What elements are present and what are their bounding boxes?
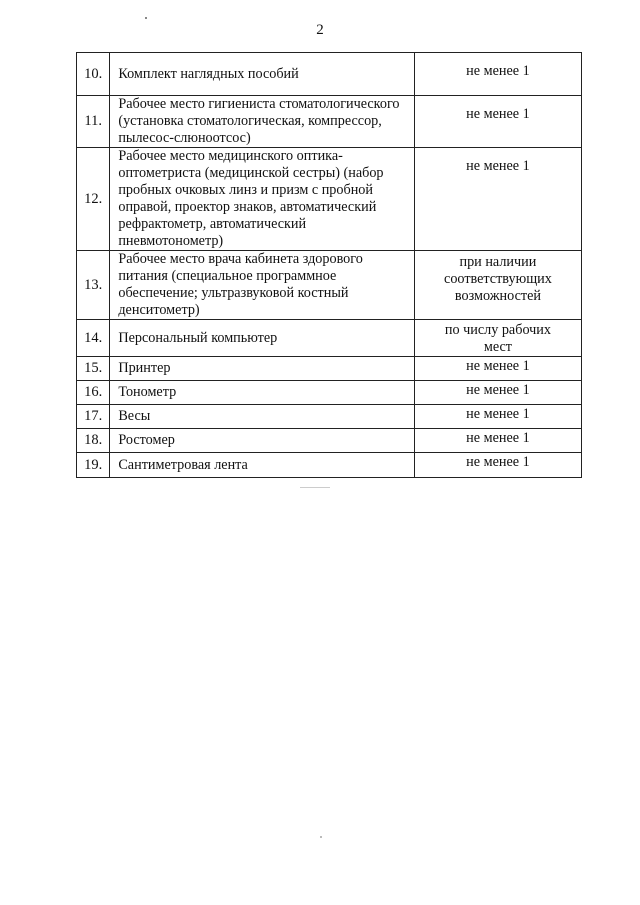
table-row	[77, 53, 582, 96]
row-number: 18.	[77, 429, 110, 453]
equipment-name: Тонометр	[110, 381, 415, 405]
equipment-quantity: по числу рабочих мест	[414, 320, 581, 357]
row-number: 19.	[77, 453, 110, 478]
row-number: 16.	[77, 381, 110, 405]
equipment-quantity: не менее 1	[414, 381, 581, 405]
equipment-quantity: не менее 1	[414, 453, 581, 478]
equipment-name: Принтер	[110, 357, 415, 381]
row-number: 12.	[77, 148, 110, 251]
row-number: 17.	[77, 405, 110, 429]
equipment-quantity: не менее 1	[414, 429, 581, 453]
equipment-name: Рабочее место гигиениста стоматологического (установка стоматологическая, компрессор, пылесос-слюноотсос)	[110, 96, 415, 148]
table-row	[77, 453, 582, 478]
table-row	[77, 405, 582, 429]
equipment-table	[76, 52, 582, 478]
equipment-quantity: не менее 1	[414, 357, 581, 381]
equipment-name: Сантиметровая лента	[110, 453, 415, 478]
scan-speck	[145, 17, 147, 19]
equipment-name: Комплект наглядных пособий	[110, 53, 415, 96]
page-number: 2	[316, 22, 324, 38]
equipment-name: Рабочее место медицинского оптика-оптометриста (медицинской сестры) (набор пробных очковых линз и призм с пробной оправой, проектор знаков, автоматический рефрактометр, автоматический пневмотонометр)	[110, 148, 415, 251]
table-row	[77, 96, 582, 148]
row-number: 14.	[77, 320, 110, 357]
scan-speck	[320, 836, 322, 838]
table-row	[77, 251, 582, 320]
table-row	[77, 357, 582, 381]
equipment-name: Весы	[110, 405, 415, 429]
table-row	[77, 320, 582, 357]
scan-speck	[300, 487, 330, 488]
equipment-quantity: не менее 1	[414, 53, 581, 96]
equipment-quantity: не менее 1	[414, 405, 581, 429]
row-number: 11.	[77, 96, 110, 148]
equipment-quantity: не менее 1	[414, 96, 581, 148]
table-row	[77, 381, 582, 405]
table-row	[77, 148, 582, 251]
row-number: 15.	[77, 357, 110, 381]
equipment-name: Ростомер	[110, 429, 415, 453]
equipment-quantity: не менее 1	[414, 148, 581, 251]
equipment-name: Персональный компьютер	[110, 320, 415, 357]
row-number: 10.	[77, 53, 110, 96]
equipment-quantity: при наличии соответствующих возможностей	[414, 251, 581, 320]
equipment-name: Рабочее место врача кабинета здорового питания (специальное программное обеспечение; ультразвуковой костный денситометр)	[110, 251, 415, 320]
row-number: 13.	[77, 251, 110, 320]
table-row	[77, 429, 582, 453]
